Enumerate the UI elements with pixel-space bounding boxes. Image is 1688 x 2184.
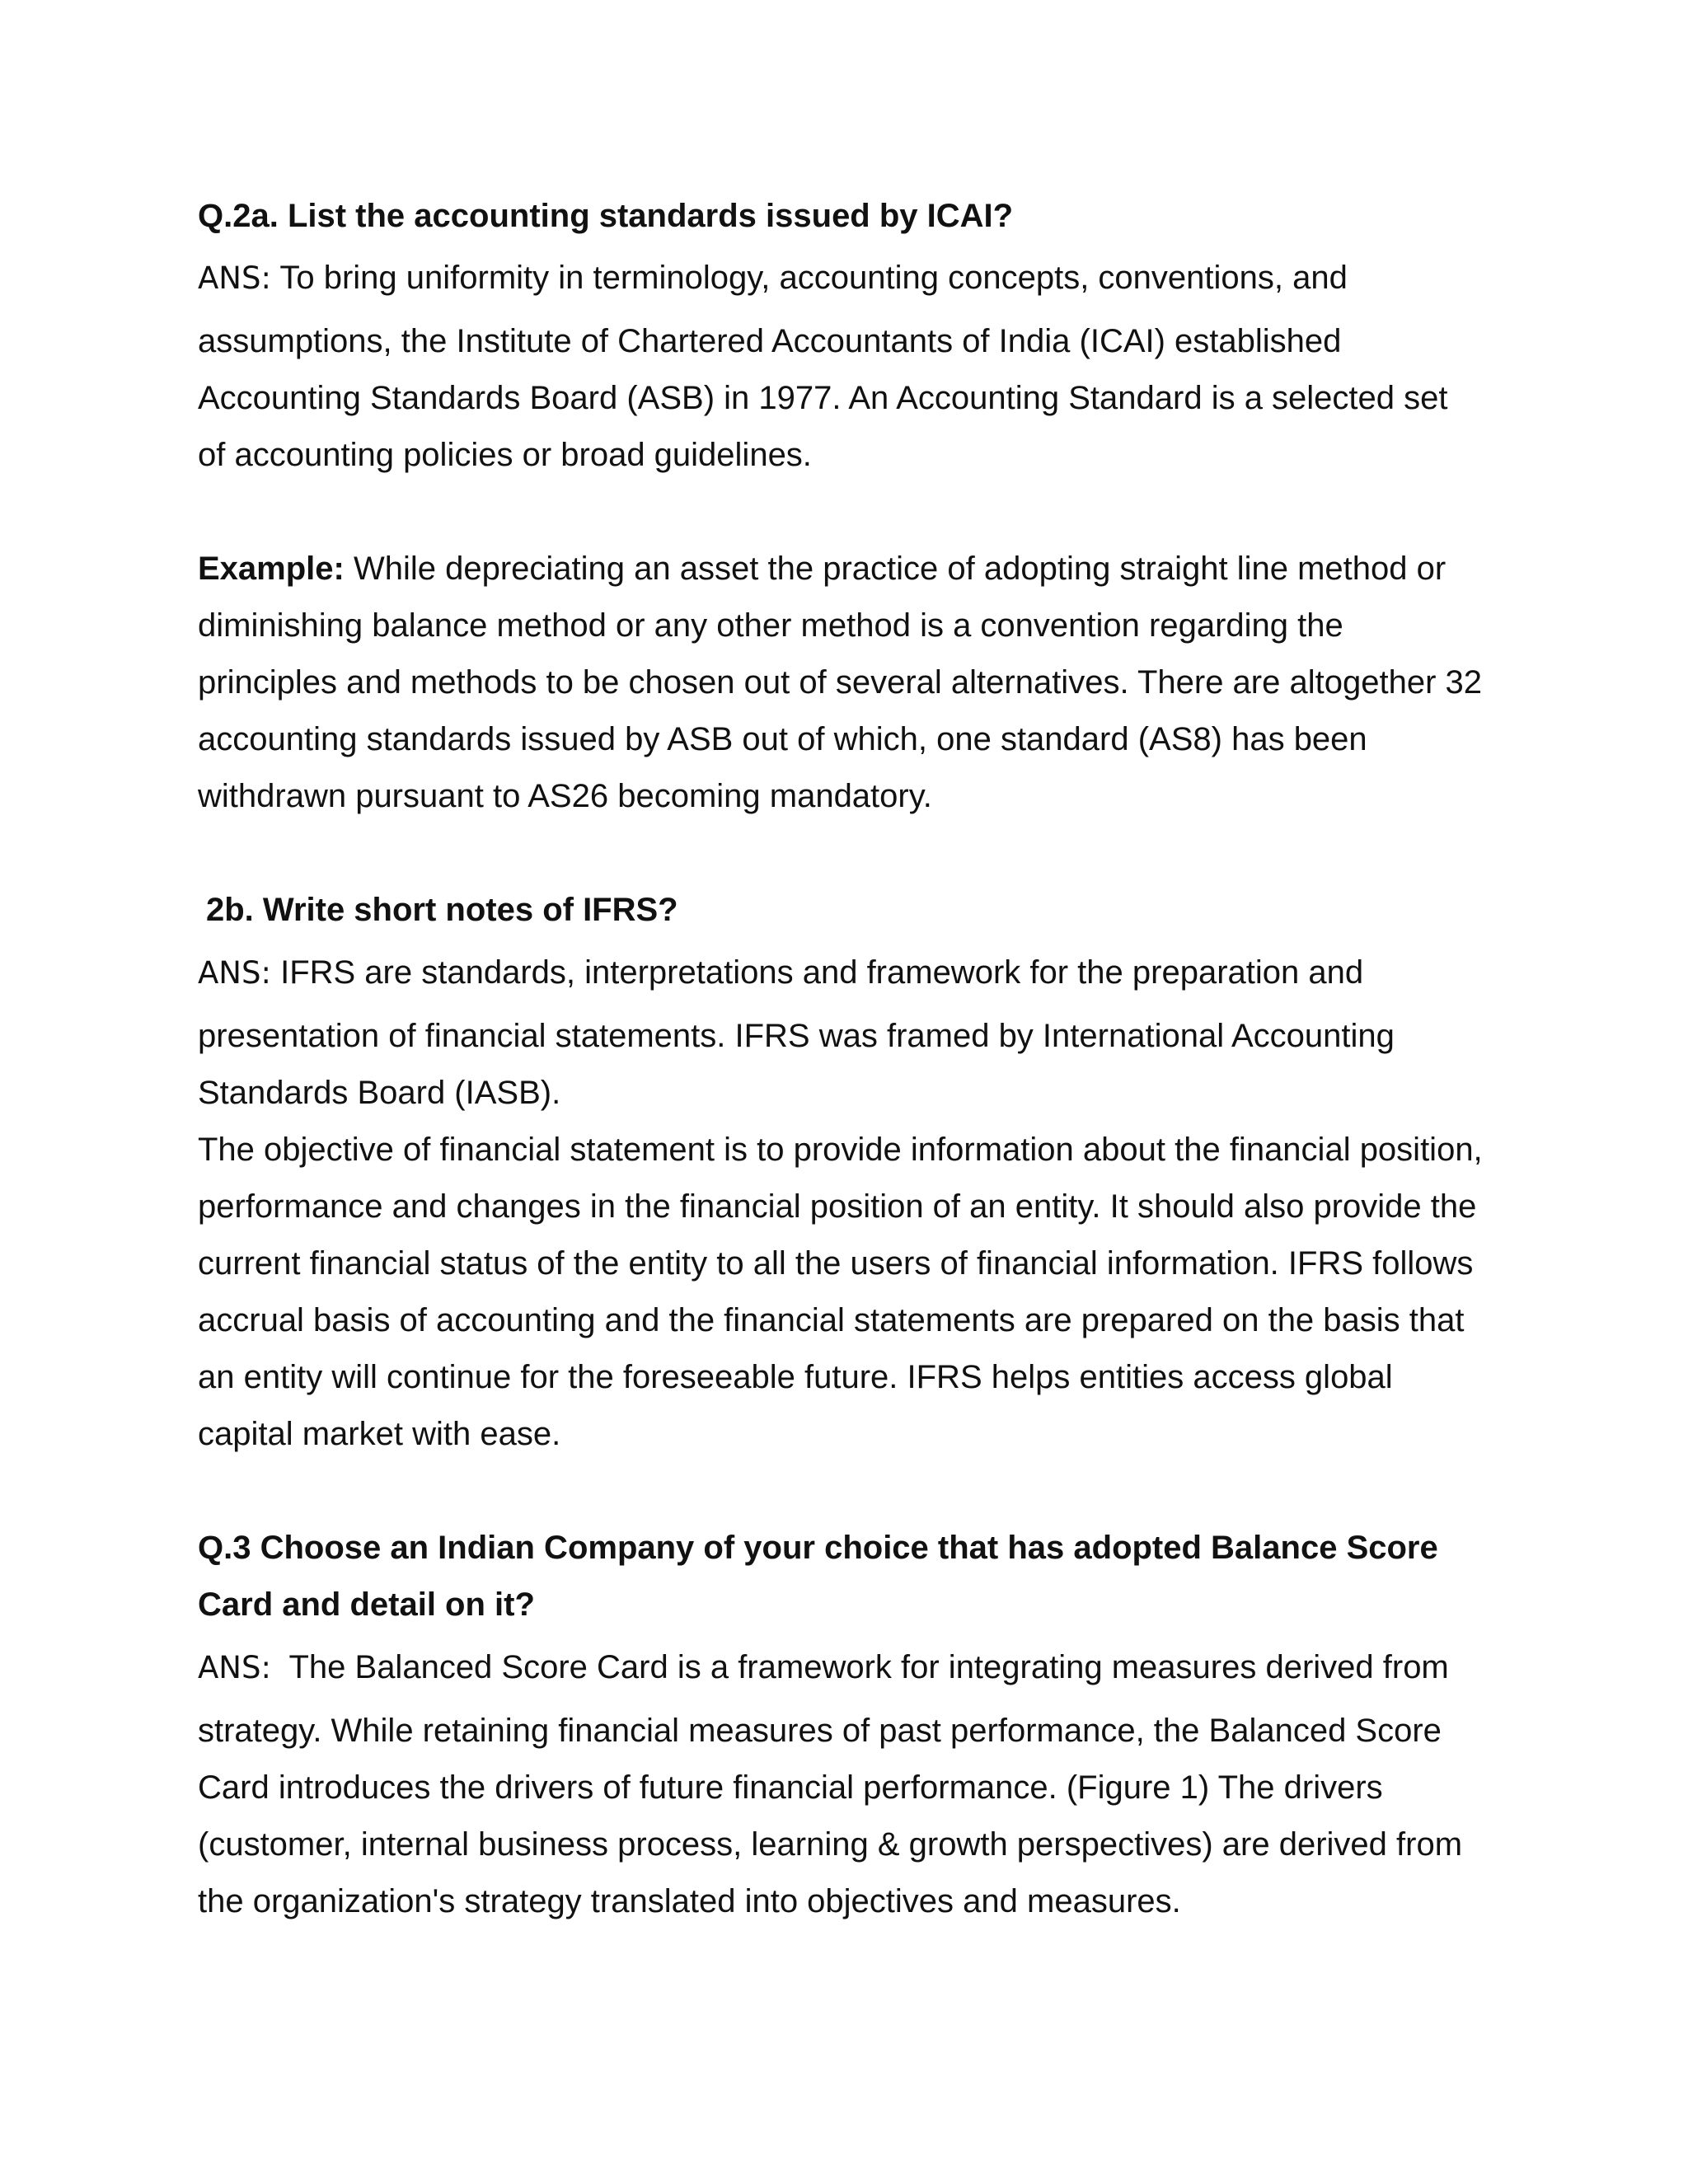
- q2b-answer-line-3: Standards Board (IASB).: [198, 1075, 561, 1111]
- q2a-example-line-5: withdrawn pursuant to AS26 becoming mandatory.: [198, 778, 932, 814]
- q3-answer-line-3: Card introduces the drivers of future financial performance. (Figure 1) The drivers: [198, 1769, 1383, 1806]
- q2a-example-line-1: [198, 549, 1446, 588]
- q2a-answer-line-3: Accounting Standards Board (ASB) in 1977. An Accounting Standard is a selected set: [198, 380, 1448, 416]
- q2a-example-line-3: principles and methods to be chosen out of several alternatives. There are altogether 32: [198, 664, 1482, 701]
- example-label: Example:: [198, 551, 345, 587]
- q2a-answer-line-2: assumptions, the Institute of Chartered Accountants of India (ICAI) established: [198, 323, 1342, 359]
- q2a-answer-line-4: of accounting policies or broad guidelines.: [198, 437, 812, 473]
- q3-answer-line-5: the organization's strategy translated into objectives and measures.: [198, 1883, 1181, 1919]
- q2b-answer-line-8: an entity will continue for the foreseeable future. IFRS helps entities access global: [198, 1359, 1393, 1395]
- q3-answer-line-1: [198, 1647, 1449, 1688]
- q2b-answer-line-9: capital market with ease.: [198, 1416, 561, 1452]
- ans-label: ANS:: [198, 1650, 271, 1685]
- example-text: While depreciating an asset the practice of adopting straight line method or: [353, 551, 1447, 587]
- answer-text: The Balanced Score Card is a framework for integrating measures derived from: [288, 1649, 1449, 1685]
- answer-text: To bring uniformity in terminology, accounting concepts, conventions, and: [279, 260, 1348, 296]
- q2a-heading: Q.2a. List the accounting standards issued by ICAI?: [198, 198, 1014, 234]
- q3-answer-line-4: (customer, internal business process, learning & growth perspectives) are derived from: [198, 1826, 1463, 1863]
- q2a-example-line-4: accounting standards issued by ASB out of which, one standard (AS8) has been: [198, 721, 1367, 757]
- q3-heading-line-2: Card and detail on it?: [198, 1586, 535, 1623]
- q3-answer-line-2: strategy. While retaining financial measures of past performance, the Balanced Score: [198, 1713, 1442, 1749]
- q3-heading-line-1: Q.3 Choose an Indian Company of your choice that has adopted Balance Score: [198, 1530, 1438, 1566]
- q2b-heading: 2b. Write short notes of IFRS?: [206, 892, 678, 928]
- q2a-answer-line-1: [198, 258, 1348, 298]
- q2b-answer-line-5: performance and changes in the financial position of an entity. It should also provide the: [198, 1188, 1477, 1225]
- ans-label: ANS:: [198, 955, 271, 991]
- q2b-answer-line-7: accrual basis of accounting and the financial statements are prepared on the basis that: [198, 1302, 1465, 1338]
- ans-label: ANS:: [198, 260, 271, 296]
- q2b-answer-line-2: presentation of financial statements. IFRS was framed by International Accounting: [198, 1018, 1395, 1054]
- answer-text: IFRS are standards, interpretations and framework for the preparation and: [280, 954, 1364, 991]
- q2b-answer-line-1: [198, 953, 1363, 993]
- q2b-answer-line-4: The objective of financial statement is to provide information about the financial position,: [198, 1132, 1483, 1168]
- q2a-example-line-2: diminishing balance method or any other method is a convention regarding the: [198, 607, 1343, 644]
- q2b-answer-line-6: current financial status of the entity to all the users of financial information. IFRS follows: [198, 1245, 1474, 1282]
